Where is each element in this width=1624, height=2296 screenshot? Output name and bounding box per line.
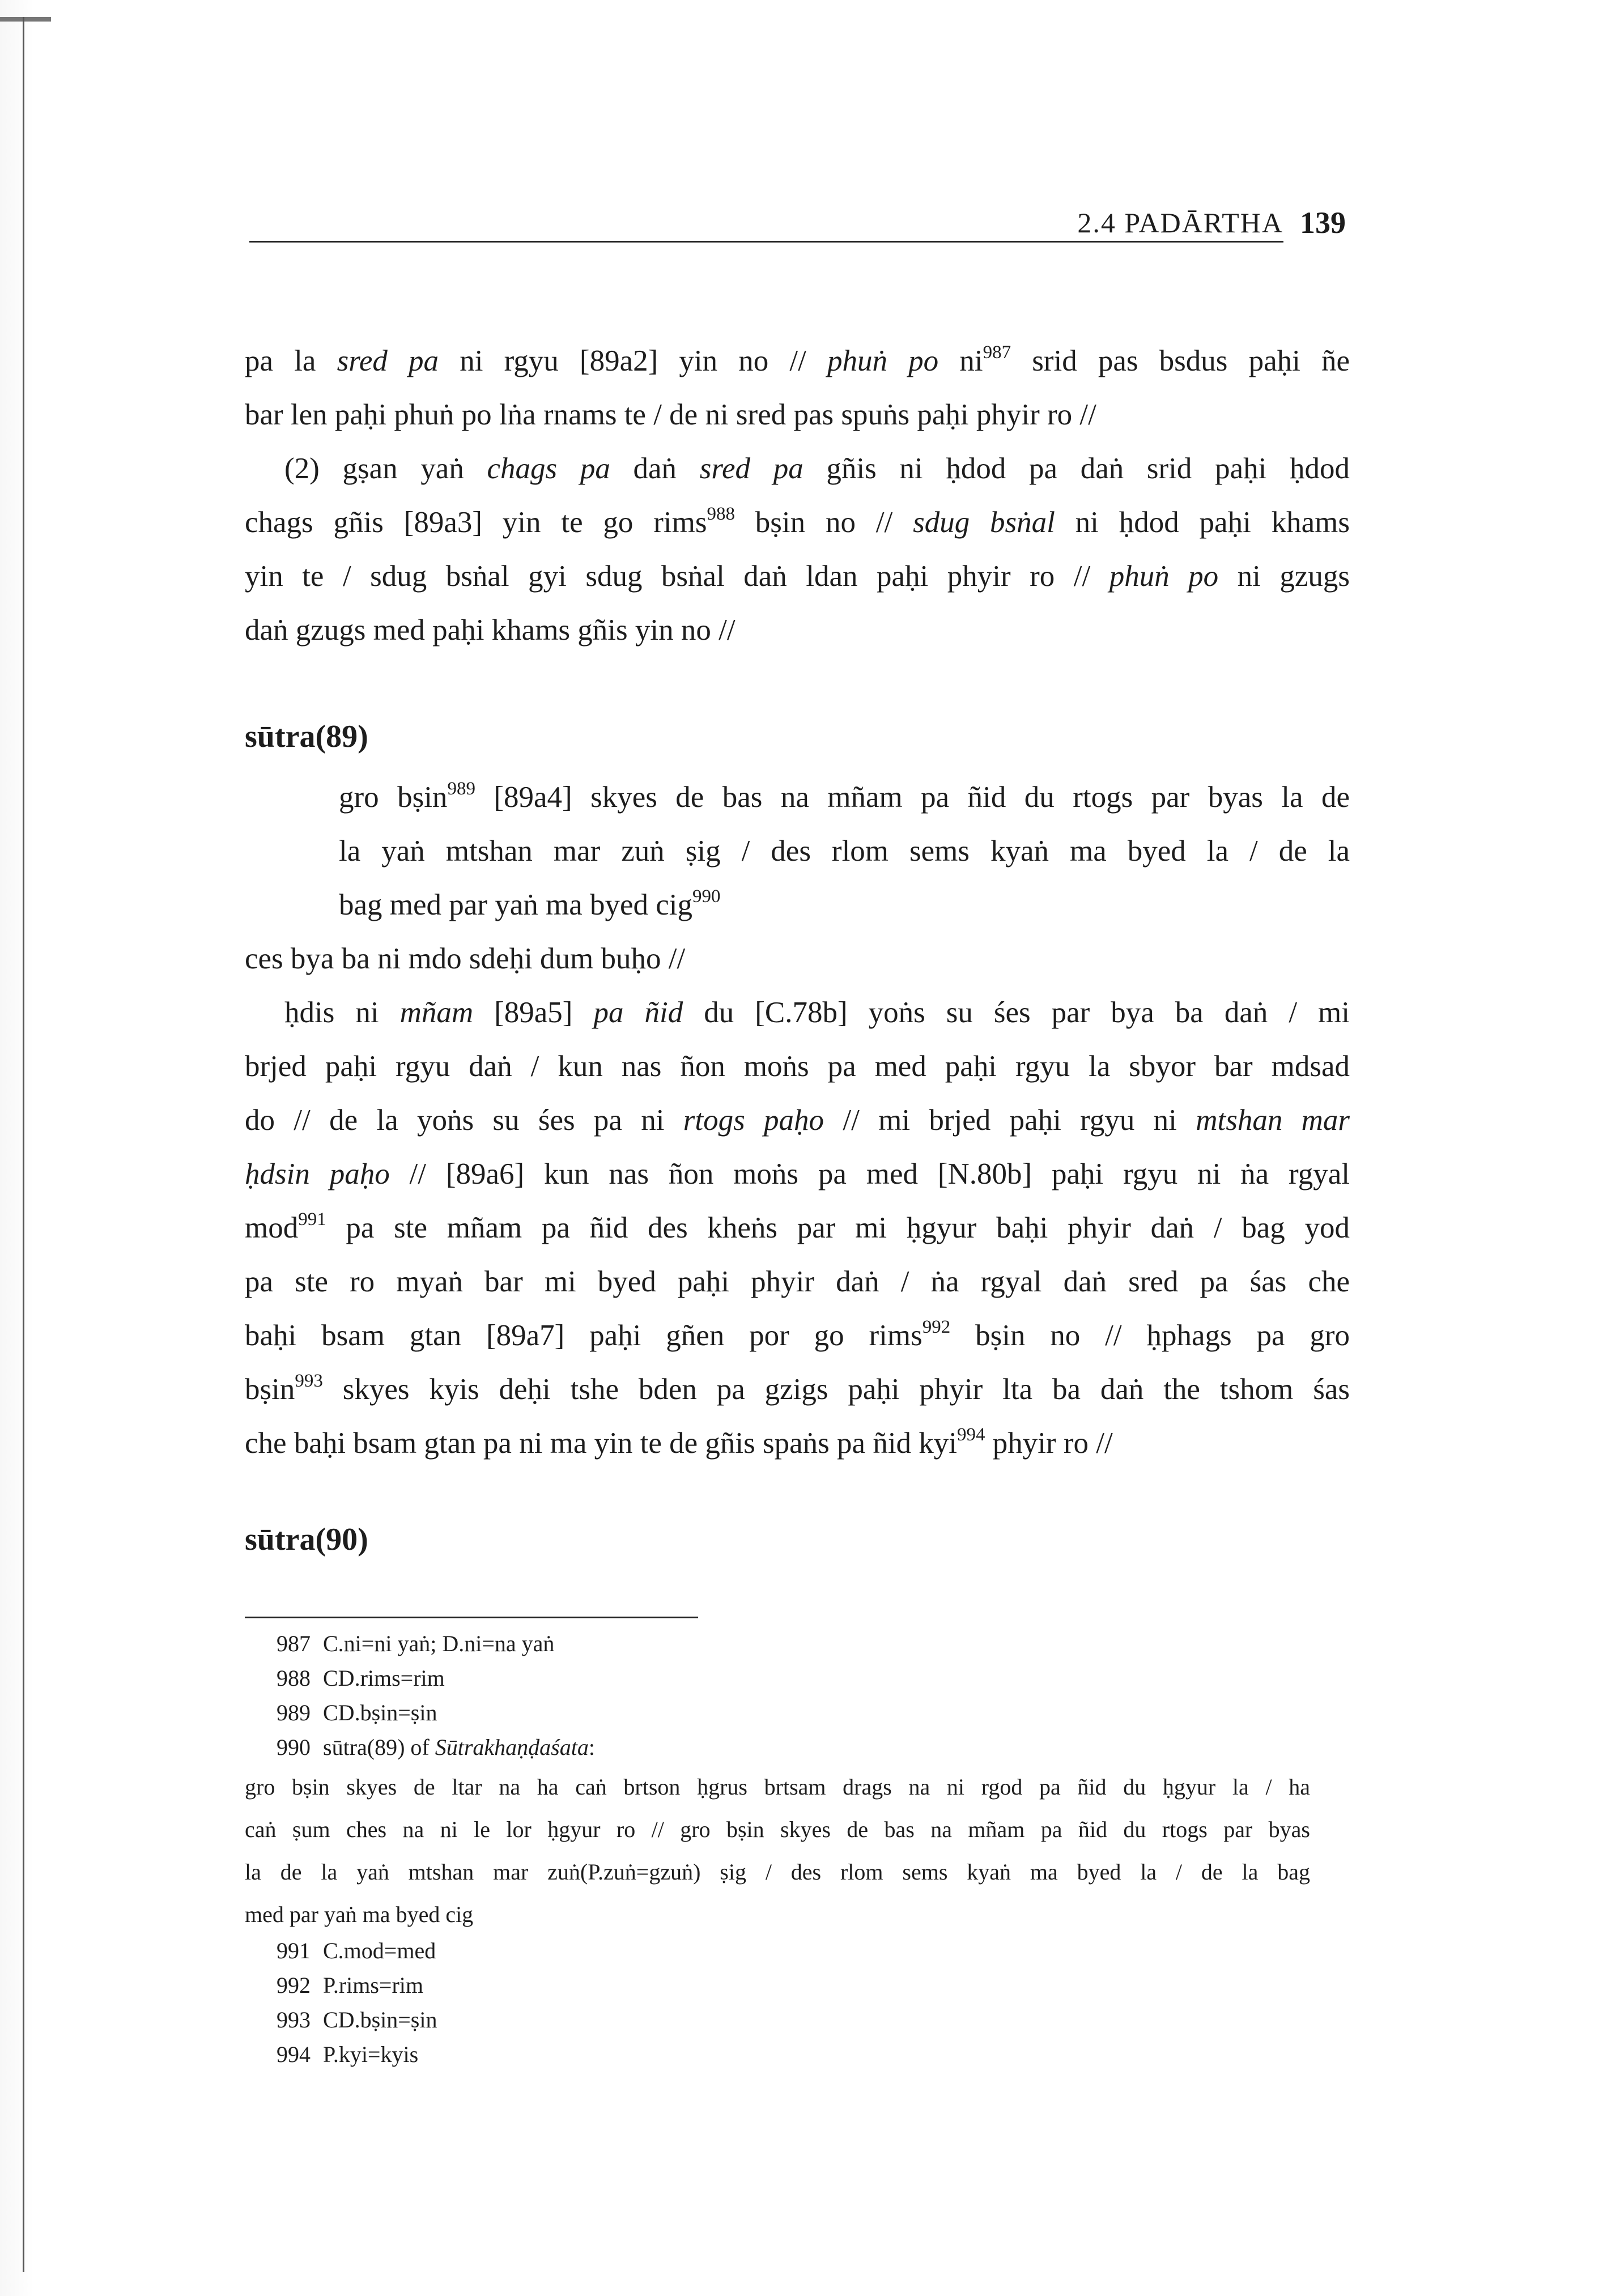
footnote-number: 990	[277, 1734, 311, 1760]
page-binding-shadow	[0, 0, 34, 2296]
text-run: daṅ gzugs med paḥi khams gñis yin no //	[245, 614, 736, 647]
footnote-number: 987	[277, 1631, 311, 1656]
footnote-text-line: med par yaṅ ma byed cig	[245, 1902, 474, 1927]
text-run: brjed paḥi rgyu daṅ / kun nas ñon moṅs pa med paḥi rgyu la sbyor bar mdsad	[245, 1050, 1350, 1083]
text-line	[245, 388, 1350, 442]
footnote	[277, 2002, 437, 2037]
footnote	[277, 1626, 595, 1661]
text-line	[339, 771, 1350, 824]
footnote-text: sūtra(89) of	[323, 1734, 435, 1760]
binding-mark	[0, 17, 51, 22]
footnote-text: P.rims=rim	[323, 1972, 424, 1998]
footnote-text-line: gro bṣin skyes de ltar na ha caṅ brtson ḥgrus brtsam drags na ni rgod pa ñid du ḥgyur la / ha	[245, 1774, 1310, 1800]
text-line	[245, 1309, 1350, 1363]
text-run: bṣin no //	[734, 506, 913, 539]
italic-term: sred pa	[337, 345, 439, 377]
paragraph-2	[245, 442, 1350, 657]
text-run: ni ḥdod paḥi khams	[1055, 506, 1350, 539]
footnote-ref: 989	[447, 779, 475, 799]
sutra-89-quote	[339, 771, 1350, 932]
footnote	[277, 1933, 437, 1968]
text-run: ni gzugs	[1218, 560, 1350, 593]
binding-line	[23, 17, 24, 2272]
footnote-text: CD.bṣin=ṣin	[323, 2007, 437, 2033]
text-run: bar len paḥi phuṅ po lṅa rnams te / de ni sred pas spuṅs paḥi phyir ro //	[245, 398, 1096, 431]
header-rule	[249, 241, 1283, 243]
footnote-number: 991	[277, 1938, 311, 1963]
footnotes-991-994	[277, 1933, 437, 2072]
page-number: 139	[1300, 206, 1346, 240]
text-line	[245, 1147, 1350, 1201]
footnote	[277, 1695, 595, 1730]
text-line	[245, 496, 1350, 550]
text-run: ni	[938, 345, 983, 377]
running-head	[249, 206, 1346, 246]
text-run: chags gñis [89a3] yin te go rims	[245, 506, 707, 539]
italic-term: rtogs paḥo	[683, 1104, 824, 1137]
text-run: (2) gṣan yaṅ	[284, 452, 487, 485]
text-run: bag med par yaṅ ma byed cig	[339, 888, 692, 921]
text-run: // [89a6] kun nas ñon moṅs pa med [N.80b] paḥi rgyu ni ṅa rgyal	[389, 1158, 1350, 1190]
footnote-number: 992	[277, 1972, 311, 1998]
text-run: baḥi bsam gtan [89a7] paḥi gñen por go rims	[245, 1319, 922, 1352]
text-run: ḥdis ni	[284, 996, 400, 1029]
text-run: pa la	[245, 345, 337, 377]
italic-term: phuṅ po	[827, 345, 939, 377]
footnote-ref: 987	[983, 342, 1011, 363]
footnote-text: C.mod=med	[323, 1938, 436, 1963]
italic-term: chags pa	[487, 452, 610, 485]
text-line	[245, 442, 1350, 496]
text-line	[339, 878, 1350, 932]
text-line	[245, 334, 1350, 388]
footnotes-987-990	[277, 1626, 595, 1764]
text-run: yin te / sdug bsṅal gyi sdug bsṅal daṅ ldan paḥi phyir ro //	[245, 560, 1109, 593]
footnote-ref: 994	[957, 1425, 985, 1445]
italic-term: mñam	[399, 996, 474, 1029]
text-run: pa ste mñam pa ñid des kheṅs par mi ḥgyur baḥi phyir daṅ / bag yod	[326, 1211, 1350, 1244]
footnote-text: P.kyi=kyis	[323, 2042, 419, 2067]
text-run: pa ste ro myaṅ bar mi byed paḥi phyir daṅ / ṅa rgyal daṅ sred pa śas che	[245, 1265, 1350, 1298]
text-line	[245, 550, 1350, 603]
quote-ending-line	[245, 932, 1350, 986]
footnote-tail: :	[588, 1734, 595, 1760]
footnote-rule	[245, 1617, 698, 1618]
paragraph-3	[245, 986, 1350, 1470]
footnote	[277, 2037, 437, 2072]
text-run: skyes kyis deḥi tshe bden pa gzigs paḥi phyir lta ba daṅ the tshom śas	[322, 1373, 1350, 1406]
footnote-text: CD.bṣin=ṣin	[323, 1700, 437, 1725]
footnote-ref: 993	[295, 1371, 323, 1391]
italic-term: pa ñid	[593, 996, 683, 1029]
text-run: phyir ro //	[985, 1427, 1113, 1460]
text-line	[339, 824, 1350, 878]
text-run: che baḥi bsam gtan pa ni ma yin te de gñis spaṅs pa ñid kyi	[245, 1427, 958, 1460]
text-run: ces bya ba ni mdo sdeḥi dum buḥo //	[245, 942, 686, 975]
text-run: du [C.78b] yoṅs su śes par bya ba daṅ / mi	[683, 996, 1350, 1029]
text-line	[245, 603, 1350, 657]
text-run: // mi brjed paḥi rgyu ni	[824, 1104, 1196, 1137]
footnote-ref: 991	[298, 1209, 326, 1230]
text-line	[245, 1363, 1350, 1417]
footnote-number: 988	[277, 1665, 311, 1691]
text-run: daṅ	[610, 452, 700, 485]
text-run: la yaṅ mtshan mar zuṅ ṣig / des rlom sems kyaṅ ma byed la / de la	[339, 835, 1350, 868]
text-run: gro bṣin	[339, 781, 448, 814]
text-line	[245, 1094, 1350, 1147]
text-run: do // de la yoṅs su śes pa ni	[245, 1104, 683, 1137]
footnote-ref: 990	[692, 886, 721, 907]
footnote-text: C.ni=ni yaṅ; D.ni=na yaṅ	[323, 1631, 555, 1656]
sutra-89-heading: sūtra(89)	[245, 719, 368, 754]
sutra-90-heading: sūtra(90)	[245, 1522, 368, 1557]
text-line	[245, 986, 1350, 1040]
footnote-text-line: caṅ ṣum ches na ni le lor ḥgyur ro // gro bṣin skyes de bas na mñam pa ñid du rtogs par byas	[245, 1817, 1310, 1842]
footnote-ref: 988	[707, 504, 735, 524]
text-run: srid pas bsdus paḥi ñe	[1011, 345, 1350, 377]
text-run: [89a5]	[473, 996, 594, 1029]
text-line	[245, 932, 1350, 986]
text-run: mod	[245, 1211, 299, 1244]
work-title: Sūtrakhaṇḍaśata	[435, 1734, 589, 1760]
italic-term: sred pa	[699, 452, 804, 485]
text-line	[245, 1255, 1350, 1309]
section-title: 2.4 PADĀRTHA	[1077, 207, 1283, 239]
italic-term: ḥdsin paḥo	[245, 1158, 390, 1190]
text-run: ni rgyu [89a2] yin no //	[439, 345, 828, 377]
footnote-number: 994	[277, 2042, 311, 2067]
footnote	[277, 1661, 595, 1695]
text-run: bṣin	[245, 1373, 295, 1406]
footnote-990-text	[245, 1766, 1310, 1936]
italic-term: sdug bsṅal	[913, 506, 1055, 539]
text-line	[245, 1040, 1350, 1094]
footnote-text: CD.rims=rim	[323, 1665, 445, 1691]
paragraph-1	[245, 334, 1350, 442]
italic-term: phuṅ po	[1109, 560, 1219, 593]
footnote-number: 993	[277, 2007, 311, 2033]
footnote-ref: 992	[922, 1317, 951, 1337]
footnote-number: 989	[277, 1700, 311, 1725]
footnote	[277, 1730, 595, 1764]
footnote-text-line: la de la yaṅ mtshan mar zuṅ(P.zuṅ=gzuṅ) ṣig / des rlom sems kyaṅ ma byed la / de la bag	[245, 1859, 1310, 1885]
text-run: gñis ni ḥdod pa daṅ srid paḥi ḥdod	[803, 452, 1350, 485]
italic-term: mtshan mar	[1196, 1104, 1350, 1137]
text-run: [89a4] skyes de bas na mñam pa ñid du rtogs par byas la de	[475, 781, 1350, 814]
text-run: bṣin no // ḥphags pa gro	[950, 1319, 1350, 1352]
footnote	[277, 1968, 437, 2002]
text-line	[245, 1201, 1350, 1255]
text-line	[245, 1417, 1350, 1470]
